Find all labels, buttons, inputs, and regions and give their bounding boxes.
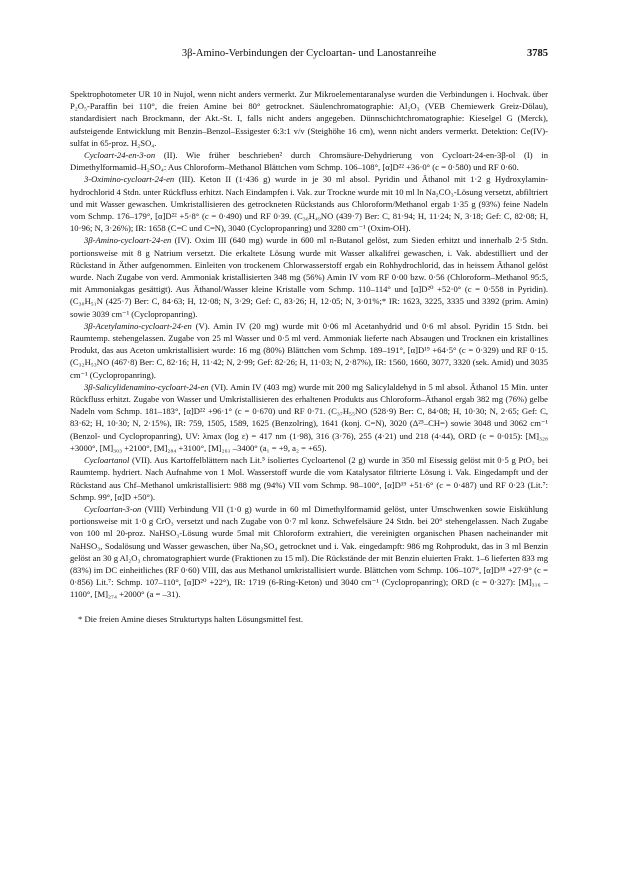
paragraph-compound-v (70, 320, 548, 381)
compound-name: 3-Oximino-cycloart-24-en (84, 174, 175, 185)
paragraph-compound-vi (70, 381, 548, 454)
compound-name: Cycloartan-3-on (84, 503, 142, 514)
paragraph-compound-iii (70, 173, 548, 234)
running-title: 3β-Amino-Verbindungen der Cycloartan- und Lanostanreihe (181, 48, 437, 59)
compound-name: 3β-Acetylamino-cycloart-24-en (84, 320, 192, 331)
paragraph-methods (70, 88, 548, 149)
paragraph-text: (VI). Amin IV (403 mg) wurde mit 200 mg Salicylaldehyd in 5 ml absol. Äthanol 15 Min. unter Rückfluss erhitzt. Zugabe von Wasser und Umkristallisieren des erhaltenen Produkts aus Chloroform–Äthanol ergab 382 mg (76%) gelbe Nadeln vom Schmp. 181–183°, [α]D²² +96·1° (c = 0·670) und RF 0·71. (C₃₇H₅₅NO (528·9) Ber: C, 84·08; H, 10·30; N, 2·65; Gef: C, 83·62; H, 10·30; N, 2·15%), IR: 759, 1505, 1589, 1625 (Benzolring), 1641 (konj. C=N), 3020 (Δ²⁵–CH=) sowie 3048 und 3062 cm⁻¹ (Benzol- und Cyclopropanring), UV: λmax (log ε) = 417 nm (1·98), 316 (3·76), 255 (4·21) und 218 (4·44), ORD (c = 0·015): [M]₃₂₈ +3000°, [M]₃₀₃ +2100°, [M]₂₈₄ +3100°, [M]₂₆₁ –3400° (a₁ = +9, a₂ = +65). (70, 381, 548, 453)
paragraph-text: (VII). Aus Kartoffelblättern nach Lit.⁵ isoliertes Cycloartenol (2 g) wurde in 350 ml Eisessig gelöst mit 0·5 g PtO₂ bei Raumtemp. hydriert. Nach Aufnahme von 1 Mol. Wasserstoff wurde die vom Katalysator filtrierte Lösung i. Vak. Eingedampft und der Rückstand aus Chf–Methanol umkristallisiert: 988 mg (94%) VII vom Schmp. 98–100°, [α]D¹⁹ +51·6° (c = 0·487) und RF 0·23 (Lit.⁷: Schmp. 99°, [α]D +50°). (70, 455, 548, 502)
paragraph-text: (V). Amin IV (20 mg) wurde mit 0·06 ml Acetanhydrid und 0·6 ml absol. Pyridin 15 Stdn. bei Raumtemp. stehengelassen. Zugabe von 25 ml Wasser und 0·5 ml verd. Ammoniak lieferte nach Absaugen und Trocknen ein kristallines Produkt, das aus Aceton umkristallisiert wurde: 16 mg (80%) Blättchen vom Schmp. 189–191°, [α]D¹⁹ +64·5° (c = 0·329) und RF 0·15. (C₃₂H₅₃NO (467·8) Ber: C, 82·16; H, 11·42; N, 2·99; Gef: 82·26; H, 11·03; N, 2·87%), IR: 1560, 1660, 3077, 3320 (sek. Amid) und 3035 cm⁻¹ (Cyclopropanring). (70, 320, 548, 380)
paragraph-text: Spektrophotometer UR 10 in Nujol, wenn nicht anders vermerkt. Zur Mikroelementaranalyse wurden die Verbindungen i. Hochvak. über P₂O₅-Paraffin bei 110°, die freien Amine bei 80° getrocknet. Säulenchromatographie: Al₂O₃ (VEB Chemiewerk Greiz-Dölau), standardisiert nach Brockmann, der Akt.-St. I, falls nicht anders angegeben. Dünnschichtchromatographie: Kieselgel G (Merck), aufsteigende Entwicklung mit Benzin–Benzol–Essigester 6:3:1 v/v (Steighöhe 16 cm), wenn nicht anders vermerkt. Detektion: Ce(IV)-sulfat in 65-proz. H₂SO₄. (70, 89, 548, 148)
footnote: * Die freien Amine dieses Strukturtyps halten Lösungsmittel fest. (78, 613, 304, 624)
paragraph-text: (IV). Oxim III (640 mg) wurde in 600 ml n-Butanol gelöst, zum Sieden erhitzt und innerhalb 2·5 Stdn. portionsweise mit 8 g Natrium versetzt. Die erkaltete Lösung wurde mit Wasser alkalifrei gewaschen, i. Vak. abdestilliert und der Rückstand in Äther aufgenommen. Einleiten von trockenem Chlorwasserstoff ergab ein Rohhydrochlorid, das in heissem Äthanol gelöst wurde. Nach Zugabe von verd. Ammoniak kristallisierten 348 mg (56%) Amin IV vom RF 0·00 bzw. 0·56 (Chloroform–Methanol 95:5, mit Ammoniakgas gesättigt). Aus Äthanol/Wasser kleine Kristalle vom Schmp. 110–114° und [α]D²⁰ +52·0° (c = 0·558 in Pyridin). (C₃₀H₅₁N (425·7) Ber: C, 84·63; H, 12·08; N, 3·29; Gef: C, 83·26; H, 12·05; N, 3·01%;* IR: 1623, 3225, 3335 und 3392 (prim. Amin) sowie 3039 cm⁻¹ (Cyclopropanring). (70, 235, 548, 319)
compound-name: Cycloartanol (84, 455, 130, 466)
compound-name: Cycloart-24-en-3-on (84, 150, 156, 161)
paragraph-compound-viii (70, 503, 548, 601)
paragraph-text: (VIII) Verbindung VII (1·0 g) wurde in 60 ml Dimethylformamid gelöst, unter Umschwenken sowie Eiskühlung portionsweise mit 1·0 g CrO₃ versetzt und nach Zugabe von 0·7 ml konz. Schwefelsäure 24 Stdn. bei 20° stehengelassen. Nach Zugabe von 100 ml 20-proz. NaHSO₃-Lösung wurde 5mal mit Chloroform extrahiert, die vereinigten organischen Phasen nacheinander mit NaHSO₃, Sodalösung und Wasser gewaschen, über Na₂SO₄ getrocknet und i. Vak. eingedampft: 986 mg Rohprodukt, das in 3 ml Benzin gelöst an 30 g Al₂O₃ chromatographiert wurde (Fraktionen zu 15 ml). Die Rückstände der mit Benzin eluierten Frakt. 1–6 lieferten 833 mg (83%) im DC einheitliches (RF 0·60) VIII, das aus Methanol umkristallisiert wurde. Blättchen vom Schmp. 106–107°, [α]D¹⁸ +27·9° (c = 0·856) Lit.⁷: Schmp. 107–110°, [α]D²⁰ +22°), IR: 1719 (6-Ring-Keton) und 3040 cm⁻¹ (Cyclopropanring); ORD (c = 0·327): [M]₃₁₆ –1100°, [M]₂₇₄ +2000° (a = –31). (70, 503, 548, 600)
compound-name: 3β-Amino-cycloart-24-en (84, 235, 172, 246)
paragraph-compound-iv (70, 234, 548, 319)
paragraph-text: (III). Keton II (1·436 g) wurde in je 30 ml absol. Pyridin und Äthanol mit 1·2 g Hydroxylamin-hydrochlorid 4 Stdn. unter Rückfluss erhitzt. Nach Eindampfen i. Vak. zur Trockne wurde mit 10 ml ln Na₂CO₃-Lösung versetzt, abfiltriert und mit Wasser gewaschen. Umkristallisieren des getrockneten Rückstands aus Chloroform/Methanol ergab 1·35 g (93%) feine Nadeln vom Schmp. 176–179°, [α]D²² +5·8° (c = 0·490) und RF 0·39. (C₃₀H₄₉NO (439·7) Ber: C, 81·94; H, 11·24; N, 3·18; Gef: C, 82·08; H, 10·96; N, 3·26%); IR: 1658 (C=C und C=N), 3040 (Cyclopropanring) und 3280 cm⁻¹ (Oxim-OH). (70, 174, 548, 234)
paragraph-compound-ii (70, 149, 548, 173)
body-text (70, 88, 548, 625)
compound-name: 3β-Salicylidenamino-cycloart-24-en (84, 381, 209, 392)
running-header (70, 48, 548, 64)
paragraph-text: (II). Wie früher beschrieben² durch Chromsäure-Dehydrierung von Cycloart-24-en-3β-ol (I) in Dimethylformamid–H₂SO₄: Aus Chloroform–Methanol Blättchen vom Schmp. 106–108°, [α]D²² +36·0° (c = 0·580) und RF 0·60. (70, 150, 548, 173)
page-number: 3785 (527, 48, 548, 59)
paragraph-compound-vii (70, 454, 548, 503)
